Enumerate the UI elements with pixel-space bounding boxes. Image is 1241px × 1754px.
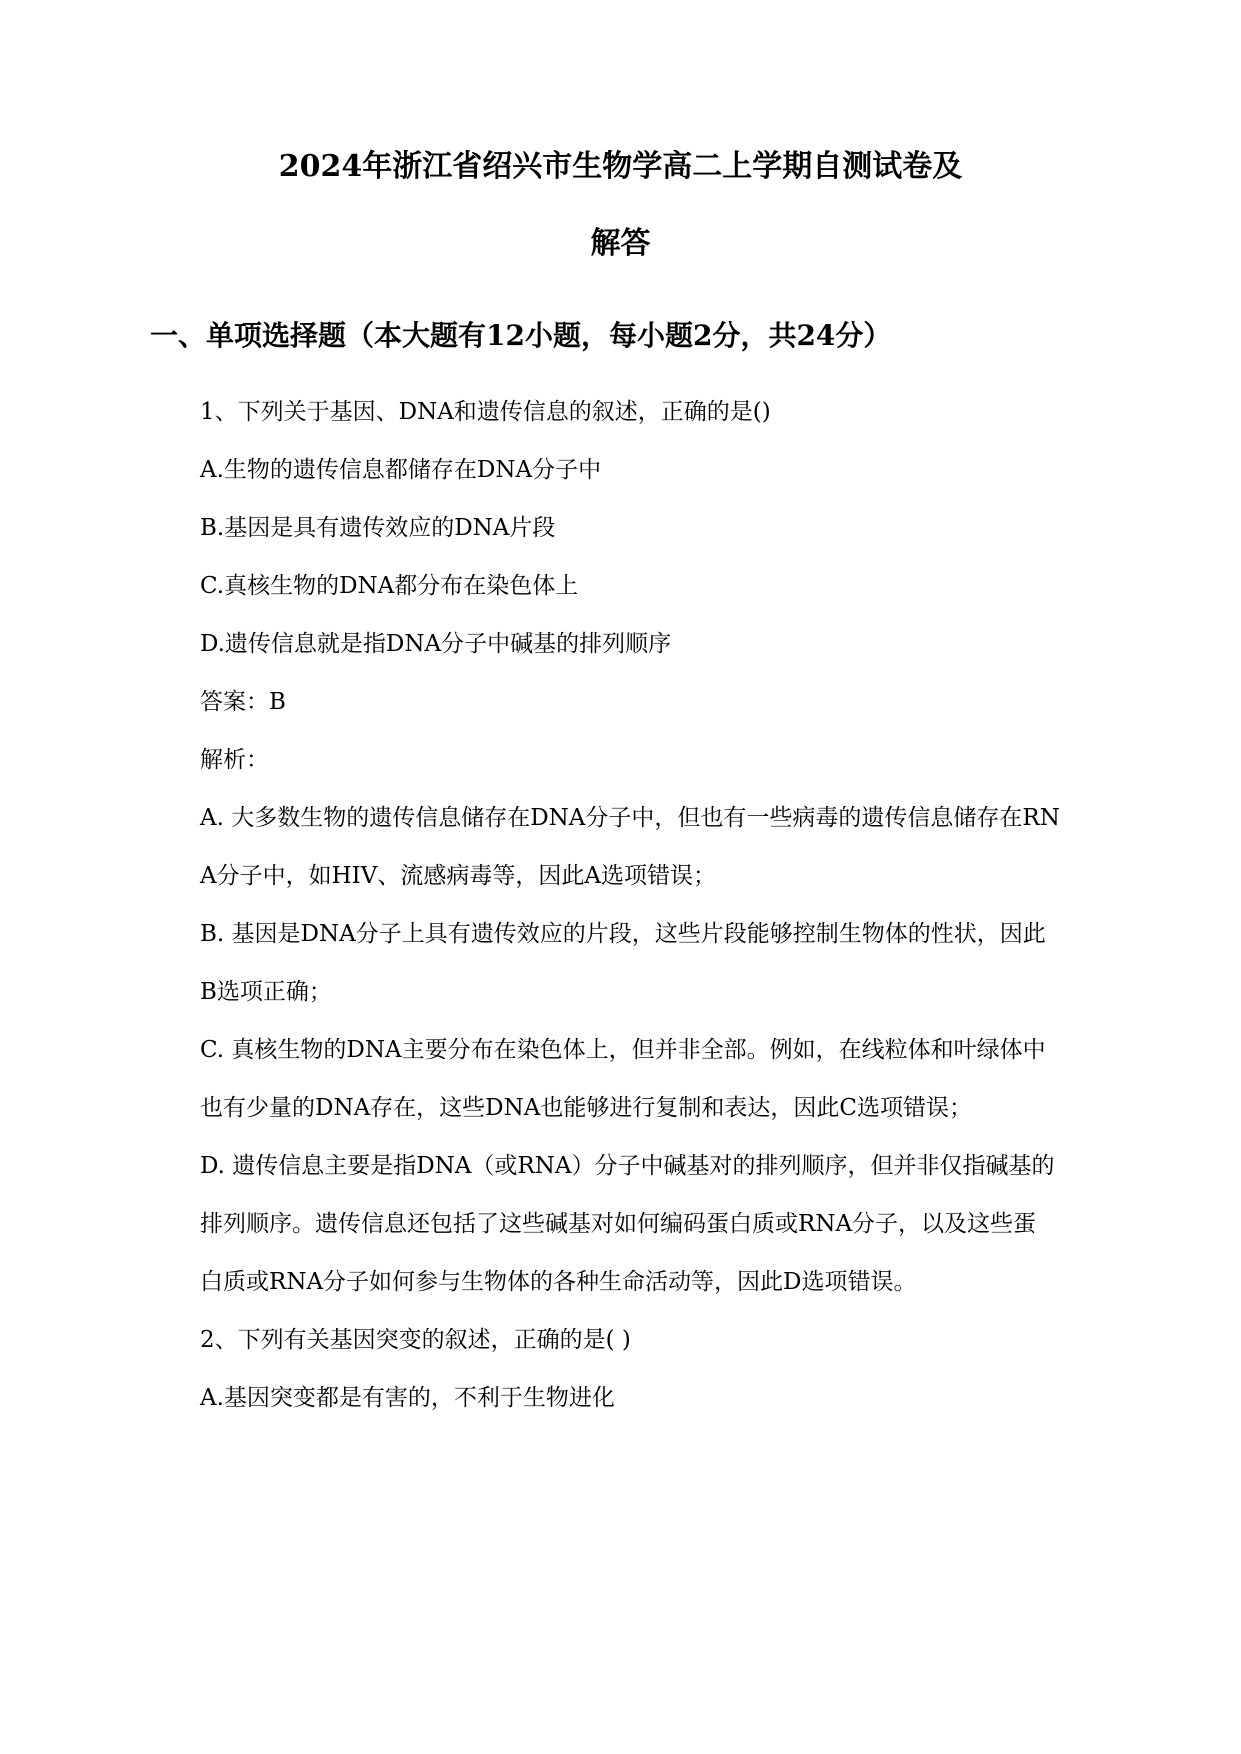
question1-option-d: D.遗传信息就是指DNA分子中碱基的排列顺序: [200, 631, 672, 657]
analysis-d-line1: D. 遗传信息主要是指DNA（或RNA）分子中碱基对的排列顺序，但并非仅指碱基的: [200, 1153, 1055, 1179]
question2-stem: 2、下列有关基因突变的叙述，正确的是( ): [200, 1327, 631, 1353]
analysis-a-line2: A分子中，如HIV、流感病毒等，因此A选项错误；: [200, 863, 716, 889]
analysis-d-line2: 排列顺序。遗传信息还包括了这些碱基对如何编码蛋白质或RNA分子，以及这些蛋: [200, 1211, 1037, 1237]
question1-option-b: B.基因是具有遗传效应的DNA片段: [200, 515, 556, 541]
question1-answer: 答案：B: [200, 689, 286, 715]
analysis-b-line1: B. 基因是DNA分子上具有遗传效应的片段，这些片段能够控制生物体的性状，因此: [200, 921, 1046, 947]
analysis-c-line2: 也有少量的DNA存在，这些DNA也能够进行复制和表达，因此C选项错误；: [200, 1095, 972, 1121]
question1-option-a: A.生物的遗传信息都储存在DNA分子中: [200, 457, 602, 483]
document-title-line1: 2024年浙江省绍兴市生物学高二上学期自测试卷及: [278, 149, 963, 184]
analysis-d-line3: 白质或RNA分子如何参与生物体的各种生命活动等，因此D选项错误。: [200, 1269, 917, 1295]
question1-analysis-label: 解析：: [200, 747, 269, 773]
question2-option-a: A.基因突变都是有害的，不利于生物进化: [200, 1385, 615, 1411]
analysis-b-line2: B选项正确；: [200, 979, 332, 1005]
analysis-a-line1: A. 大多数生物的遗传信息储存在DNA分子中，但也有一些病毒的遗传信息储存在RN: [200, 805, 1060, 831]
section-heading: 一、单项选择题（本大题有12小题，每小题2分，共24分）: [150, 319, 892, 352]
analysis-c-line1: C. 真核生物的DNA主要分布在染色体上，但并非全部。例如，在线粒体和叶绿体中: [200, 1037, 1046, 1063]
document-title-line2: 解答: [590, 226, 651, 261]
question1-option-c: C.真核生物的DNA都分布在染色体上: [200, 573, 579, 599]
question1-stem: 1、下列关于基因、DNA和遗传信息的叙述，正确的是(): [200, 399, 771, 425]
